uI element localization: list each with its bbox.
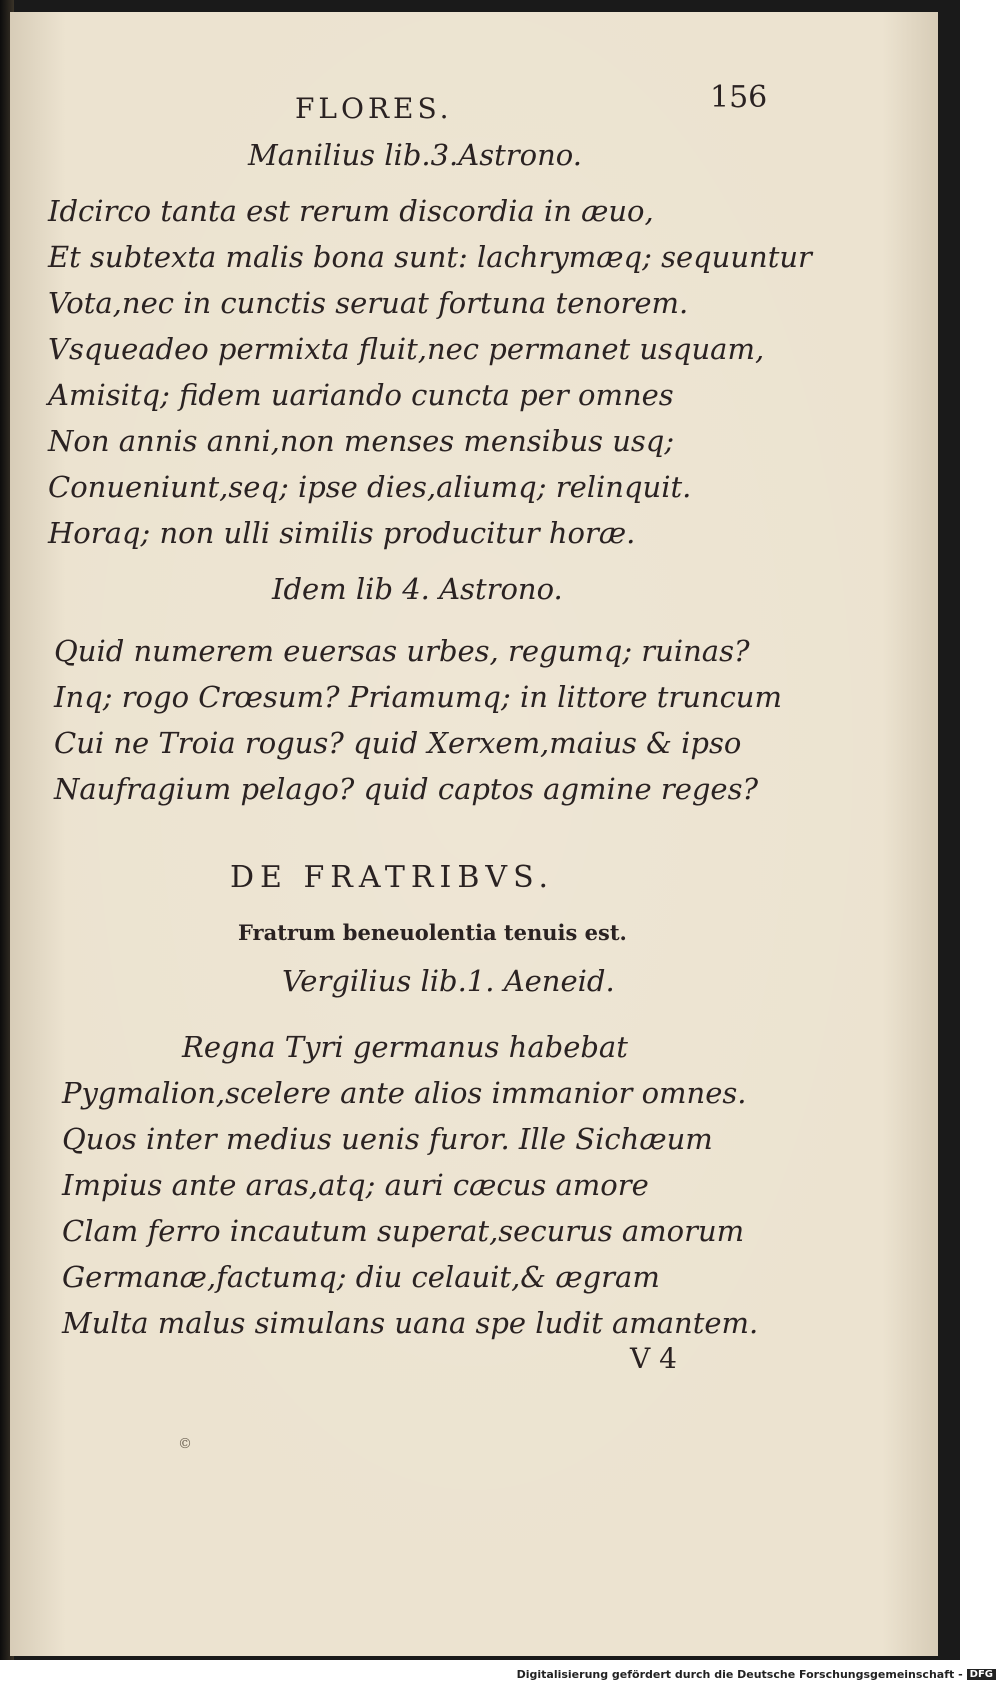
verse-line: Non annis anni,non menses mensibus usq;	[48, 424, 675, 458]
verse-line: Cui ne Troia rogus? quid Xerxem,maius & ipso	[54, 726, 742, 760]
citation-vergilius: Vergilius lib.1. Aeneid.	[282, 964, 615, 998]
folio-number: 156	[710, 80, 768, 115]
verse-line: Vsqueadeo permixta fluit,nec permanet usquam,	[48, 332, 765, 366]
verse-line: Vota,nec in cunctis seruat fortuna tenorem.	[48, 286, 689, 320]
verse-block-1	[48, 188, 812, 556]
digitization-footer	[517, 1668, 996, 1681]
verse-line: Conueniunt,seq; ipse dies,aliumq; relinquit.	[48, 470, 692, 504]
verse-line: Amisitq; fidem uariando cuncta per omnes	[48, 378, 674, 412]
verse-line: Quos inter medius uenis furor. Ille Sichæum	[62, 1122, 713, 1156]
book-page	[10, 12, 938, 1656]
verse-line: Naufragium pelago? quid captos agmine reges?	[54, 772, 759, 806]
verse-line-indented: Regna Tyri germanus habebat	[182, 1030, 628, 1064]
citation-manilius: Manilius lib.3.Astrono.	[248, 138, 582, 172]
verse-line: Germanæ,factumq; diu celauit,& ægram	[62, 1260, 660, 1294]
smudge-mark: ©	[178, 1436, 192, 1452]
verse-block-2	[54, 628, 782, 812]
verse-line: Horaq; non ulli similis producitur horæ.	[48, 516, 636, 550]
verse-line: Quid numerem euersas urbes, regumq; ruinas?	[54, 634, 750, 668]
dfg-logo: DFG	[967, 1669, 996, 1680]
verse-line: Inq; rogo Crœsum? Priamumq; in littore truncum	[54, 680, 782, 714]
verse-line: Idcirco tanta est rerum discordia in æuo,	[48, 194, 654, 228]
verse-line: Et subtexta malis bona sunt: lachrymæq; sequuntur	[48, 240, 812, 274]
section-title: DE FRATRIBVS.	[230, 860, 555, 895]
verse-block-3	[62, 1070, 758, 1346]
signature-mark: V 4	[630, 1342, 677, 1375]
verse-line: Pygmalion,scelere ante alios immanior omnes.	[62, 1076, 747, 1110]
verse-line: Impius ante aras,atq; auri cæcus amore	[62, 1168, 649, 1202]
verse-line: Multa malus simulans uana spe ludit amantem.	[62, 1306, 759, 1340]
running-head: FLORES.	[295, 92, 453, 125]
section-motto: Fratrum beneuolentia tenuis est.	[238, 920, 627, 945]
footer-credit: Digitalisierung gefördert durch die Deutsche Forschungsgemeinschaft -	[516, 1668, 963, 1681]
verse-line: Clam ferro incautum superat,securus amorum	[62, 1214, 745, 1248]
citation-idem: Idem lib 4. Astrono.	[272, 572, 563, 606]
